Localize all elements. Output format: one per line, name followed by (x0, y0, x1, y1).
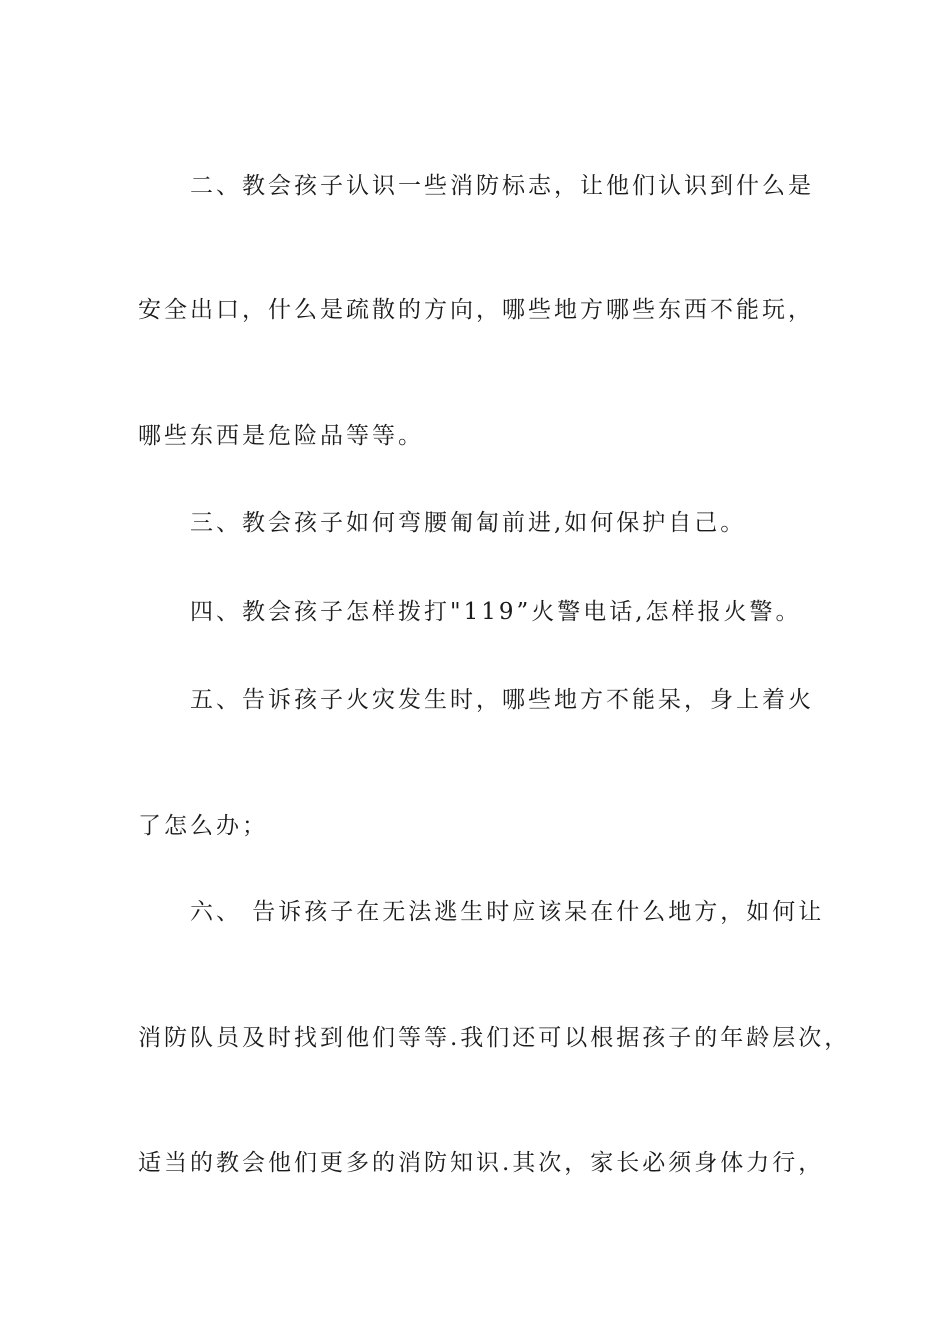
paragraph-line: 二、教会孩子认识一些消防标志，让他们认识到什么是 (190, 173, 814, 199)
paragraph-line: 四、教会孩子怎样拨打"119”火警电话,怎样报火警。 (190, 599, 802, 625)
paragraph-line: 哪些东西是危险品等等。 (138, 423, 424, 449)
paragraph-line: 消防队员及时找到他们等等.我们还可以根据孩子的年龄层次， (138, 1025, 851, 1051)
paragraph-line: 安全出口，什么是疏散的方向，哪些地方哪些东西不能玩， (138, 297, 814, 323)
paragraph-line: 了怎么办； (138, 813, 268, 839)
paragraph-line: 五、告诉孩子火灾发生时，哪些地方不能呆，身上着火 (190, 687, 814, 713)
paragraph-line: 六、 告诉孩子在无法逃生时应该呆在什么地方，如何让 (190, 899, 825, 925)
paragraph-line: 适当的教会他们更多的消防知识.其次，家长必须身体力行， (138, 1150, 825, 1176)
paragraph-line: 三、教会孩子如何弯腰匍匐前进,如何保护自己。 (190, 510, 747, 536)
